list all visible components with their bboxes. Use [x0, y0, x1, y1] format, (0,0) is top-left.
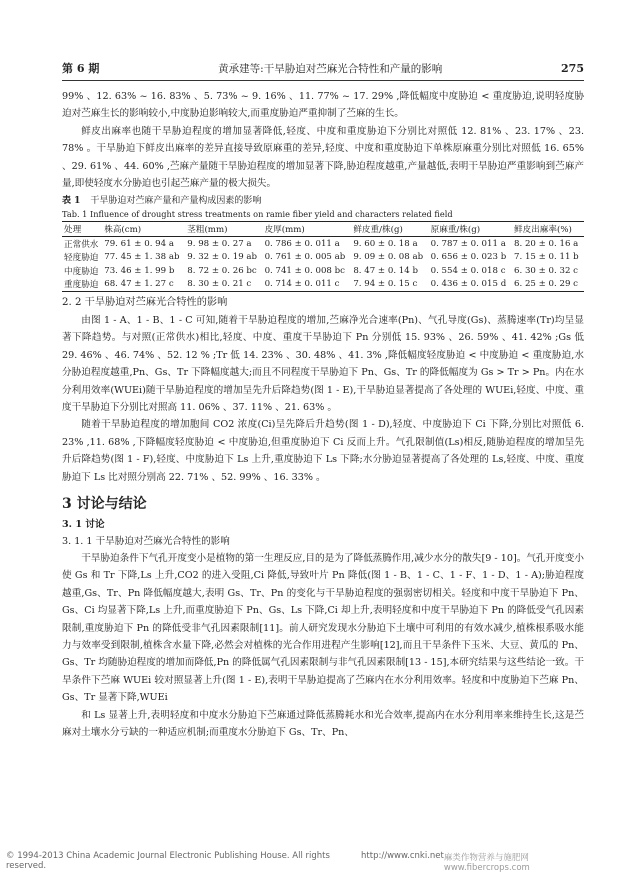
col-header: 株高(cm): [104, 225, 142, 236]
col-header: 茎粗(mm): [187, 225, 228, 236]
table-cell: 0. 787 ± 0. 011 a: [430, 238, 506, 249]
table-cell: 8. 20 ± 0. 16 a: [514, 238, 579, 249]
table-cell: 重度胁迫: [64, 280, 99, 291]
table-row: [62, 264, 584, 278]
watermark-text: 麻类作物营养与施肥网 www.fibercrops.com: [443, 853, 530, 873]
page-number: 275: [561, 62, 584, 75]
table-caption: [62, 194, 584, 208]
section-heading-3: 3 讨论与结论: [62, 496, 147, 512]
table-label: 表 1: [62, 196, 81, 207]
table-cell: 7. 94 ± 0. 15 c: [353, 279, 418, 290]
table-cell: 8. 30 ± 0. 21 c: [187, 279, 252, 290]
table-cell: 73. 46 ± 1. 99 b: [104, 265, 175, 276]
paragraph: 和 Ls 显著上升,表明轻度和中度水分胁迫下苎麻通过降低蒸腾耗水和光合效率,提高内在水分利用率来维持生长,这是苎麻对土壤水分亏缺的一种适应机制;而重度水分胁迫下 Gs、Tr、Pn、: [62, 709, 584, 739]
table-cell: 6. 30 ± 0. 32 c: [514, 265, 578, 276]
running-header: [62, 60, 584, 78]
table-cell: 9. 32 ± 0. 19 ab: [187, 252, 258, 263]
table-cell: 0. 741 ± 0. 008 bc: [264, 265, 345, 276]
paragraph: 鲜皮出麻率也随干旱胁迫程度的增加显著降低,轻度、中度和重度胁迫下分别比对照低 12. 81% 、23. 17% 、23. 78% 。干旱胁迫下鲜皮出麻率的差异直接导致原麻重的差异,轻度、中度和重度胁迫下单株原麻重分别比对照低 16. 65% 、29. 61% 、44. 60% ,苎麻产量随干旱胁迫程度的增加显著下降,胁迫程度越重,产量越低,表明干旱胁迫严重影响到苎麻产量,即使轻度水分胁迫也引起苎麻产量的极大损失。: [62, 125, 584, 190]
col-header: 鲜皮重/株(g): [353, 225, 403, 236]
table-title: 干旱胁迫对苎麻产量和产量构成因素的影响: [90, 196, 262, 207]
table-cell: 79. 61 ± 0. 94 a: [104, 238, 174, 249]
header-rule: [62, 80, 584, 81]
table-caption-en: Tab. 1 Influence of drought stress treatments on ramie fiber yield and characters related field: [62, 209, 453, 220]
section-heading-3-1: 3. 1 讨论: [62, 519, 105, 530]
table-row: [62, 250, 584, 264]
section-heading-2-2: 2. 2 干旱胁迫对苎麻光合特性的影响: [62, 296, 228, 308]
table-cell: 8. 47 ± 0. 14 b: [353, 265, 418, 276]
table-cell: 9. 09 ± 0. 08 ab: [353, 252, 424, 263]
table-cell: 7. 15 ± 0. 11 b: [514, 252, 579, 263]
section-heading-3-1-1: 3. 1. 1 干旱胁迫对苎麻光合特性的影响: [62, 536, 230, 547]
table-cell: 9. 98 ± 0. 27 a: [187, 238, 252, 249]
copyright-text: © 1994-2013 China Academic Journal Electronic Publishing House. All rights reserved.: [6, 851, 330, 871]
col-header: 处理: [64, 225, 82, 236]
article-body: [62, 88, 584, 741]
issue-number: 第 6 期: [62, 62, 100, 75]
running-title: 黄承建等:干旱胁迫对苎麻光合特性和产量的影响: [218, 63, 443, 75]
table-cell: 0. 656 ± 0. 023 b: [430, 252, 507, 263]
table-cell: 0. 714 ± 0. 011 c: [264, 279, 340, 290]
table-cell: 0. 786 ± 0. 011 a: [264, 238, 340, 249]
col-header: 原麻重/株(g): [430, 225, 481, 236]
table-cell: 8. 72 ± 0. 26 bc: [187, 265, 257, 276]
table-cell: 0. 554 ± 0. 018 c: [430, 265, 506, 276]
paragraph: 由图 1 - A、1 - B、1 - C 可知,随着干旱胁迫程度的增加,苎麻净光合速率(Pn)、气孔导度(Gs)、蒸腾速率(Tr)均呈显著下降趋势。与对照(正常供水)相比,轻度、中度、重度干旱胁迫下 Pn 分别低 15. 93% 、26. 59% 、41. 42% ;Gs 低 29. 46% 、46. 74% 、52. 12 % ;Tr 低 14. 23% 、30. 48% 、41. 3% ,降低幅度轻度胁迫 < 中度胁迫 < 重度胁迫,水分胁迫程度越重,Pn、Gs、Tr 下降幅度越大;而且不同程度干旱胁迫下 Pn、Gs、Tr 的降低幅度为 Gs > Tr > Pn。内在水分利用效率(WUEi)随干旱胁迫程度的增加呈先升后降趋势(图 1 - E),干旱胁迫显著提高了各处理的 WUEi,轻度、中度、重度干旱胁迫下分别比对照高 11. 06% 、37. 11% 、21. 63% 。: [62, 314, 584, 413]
table-cell: 中度胁迫: [64, 266, 99, 277]
yield-table: [62, 221, 584, 292]
table-header-row: [62, 222, 584, 237]
table-cell: 0. 761 ± 0. 005 ab: [264, 252, 346, 263]
table-row: [62, 277, 584, 291]
site-link[interactable]: http://www.cnki.net: [361, 851, 444, 861]
table-cell: 轻度胁迫: [64, 253, 99, 264]
table-cell: 9. 60 ± 0. 18 a: [353, 238, 418, 249]
table-cell: 正常供水: [64, 239, 99, 250]
paragraph: 99% 、12. 63% ~ 16. 83% 、5. 73% ~ 9. 16% 、11. 77% ~ 17. 29% ,降低幅度中度胁迫 < 重度胁迫,说明轻度胁迫对苎麻生长的影响较小,中度胁迫影响较大,而重度胁迫严重抑制了苎麻的生长。: [62, 91, 584, 120]
paragraph: 干旱胁迫条件下气孔开度变小是植物的第一生理反应,目的是为了降低蒸腾作用,减少水分的散失[9 - 10]。气孔开度变小使 Gs 和 Tr 下降,Ls 上升,CO2 的进入受阻,Ci 降低,导致叶片 Pn 降低(图 1 - B、1 - C、1 - F、1 - D、1 - A);胁迫程度越重,Gs、Tr、Pn 降低幅度越大,表明 Gs、Tr、Pn 的变化与干旱胁迫程度的强弱密切相关。轻度和中度干旱胁迫下 Pn、Gs、Ci 均显著下降,Ls 上升,而重度胁迫下 Pn、Gs、Ls 下降,Ci 却上升,表明轻度和中度干旱胁迫下 Pn 的降低受气孔因素限制,重度胁迫下 Pn 的降低受非气孔因素限制[11]。前人研究发现水分胁迫下土壤中可利用的有效水减少,植株根系吸水能力与效率受到限制,植株含水量下降,必然会对植株的光合作用进程产生影响[12],而且干旱条件下玉米、大豆、黄瓜的 Pn、Gs、Tr 均随胁迫程度的增加而降低,Pn 的降低属气孔因素限制与非气孔因素限制[13 - 15],本研究结果与这些结论一致。干旱条件下苎麻 WUEi 较对照显著上升(图 1 - E),表明干旱胁迫提高了苎麻内在水分利用效率。轻度和中度胁迫下苎麻 Pn、Gs、Tr 显著下降,WUEi: [62, 553, 584, 704]
table-row: [62, 236, 584, 250]
paragraph: 随着干旱胁迫程度的增加胞间 CO2 浓度(Ci)呈先降后升趋势(图 1 - D),轻度、中度胁迫下 Ci 下降,分别比对照低 6. 23% ,11. 68% ,下降幅度轻度胁迫 < 中度胁迫,但重度胁迫下 Ci 反而上升。气孔限制值(Ls)相反,随胁迫程度的增加呈先升后降趋势(图 1 - F),轻度、中度胁迫下 Ls 上升,重度胁迫下 Ls 下降;水分胁迫显著提高了各处理的 Ls,轻度、中度、重度胁迫下 Ls 比对照分别高 22. 71% 、52. 99% 、16. 33% 。: [62, 419, 584, 483]
footer: [6, 851, 612, 873]
table-cell: 77. 45 ± 1. 38 ab: [104, 252, 180, 263]
table-cell: 6. 25 ± 0. 29 c: [514, 279, 578, 290]
table-cell: 68. 47 ± 1. 27 c: [104, 279, 174, 290]
col-header: 皮厚(mm): [264, 225, 305, 236]
col-header: 鲜皮出麻率(%): [514, 225, 572, 236]
table-cell: 0. 436 ± 0. 015 d: [430, 279, 507, 290]
